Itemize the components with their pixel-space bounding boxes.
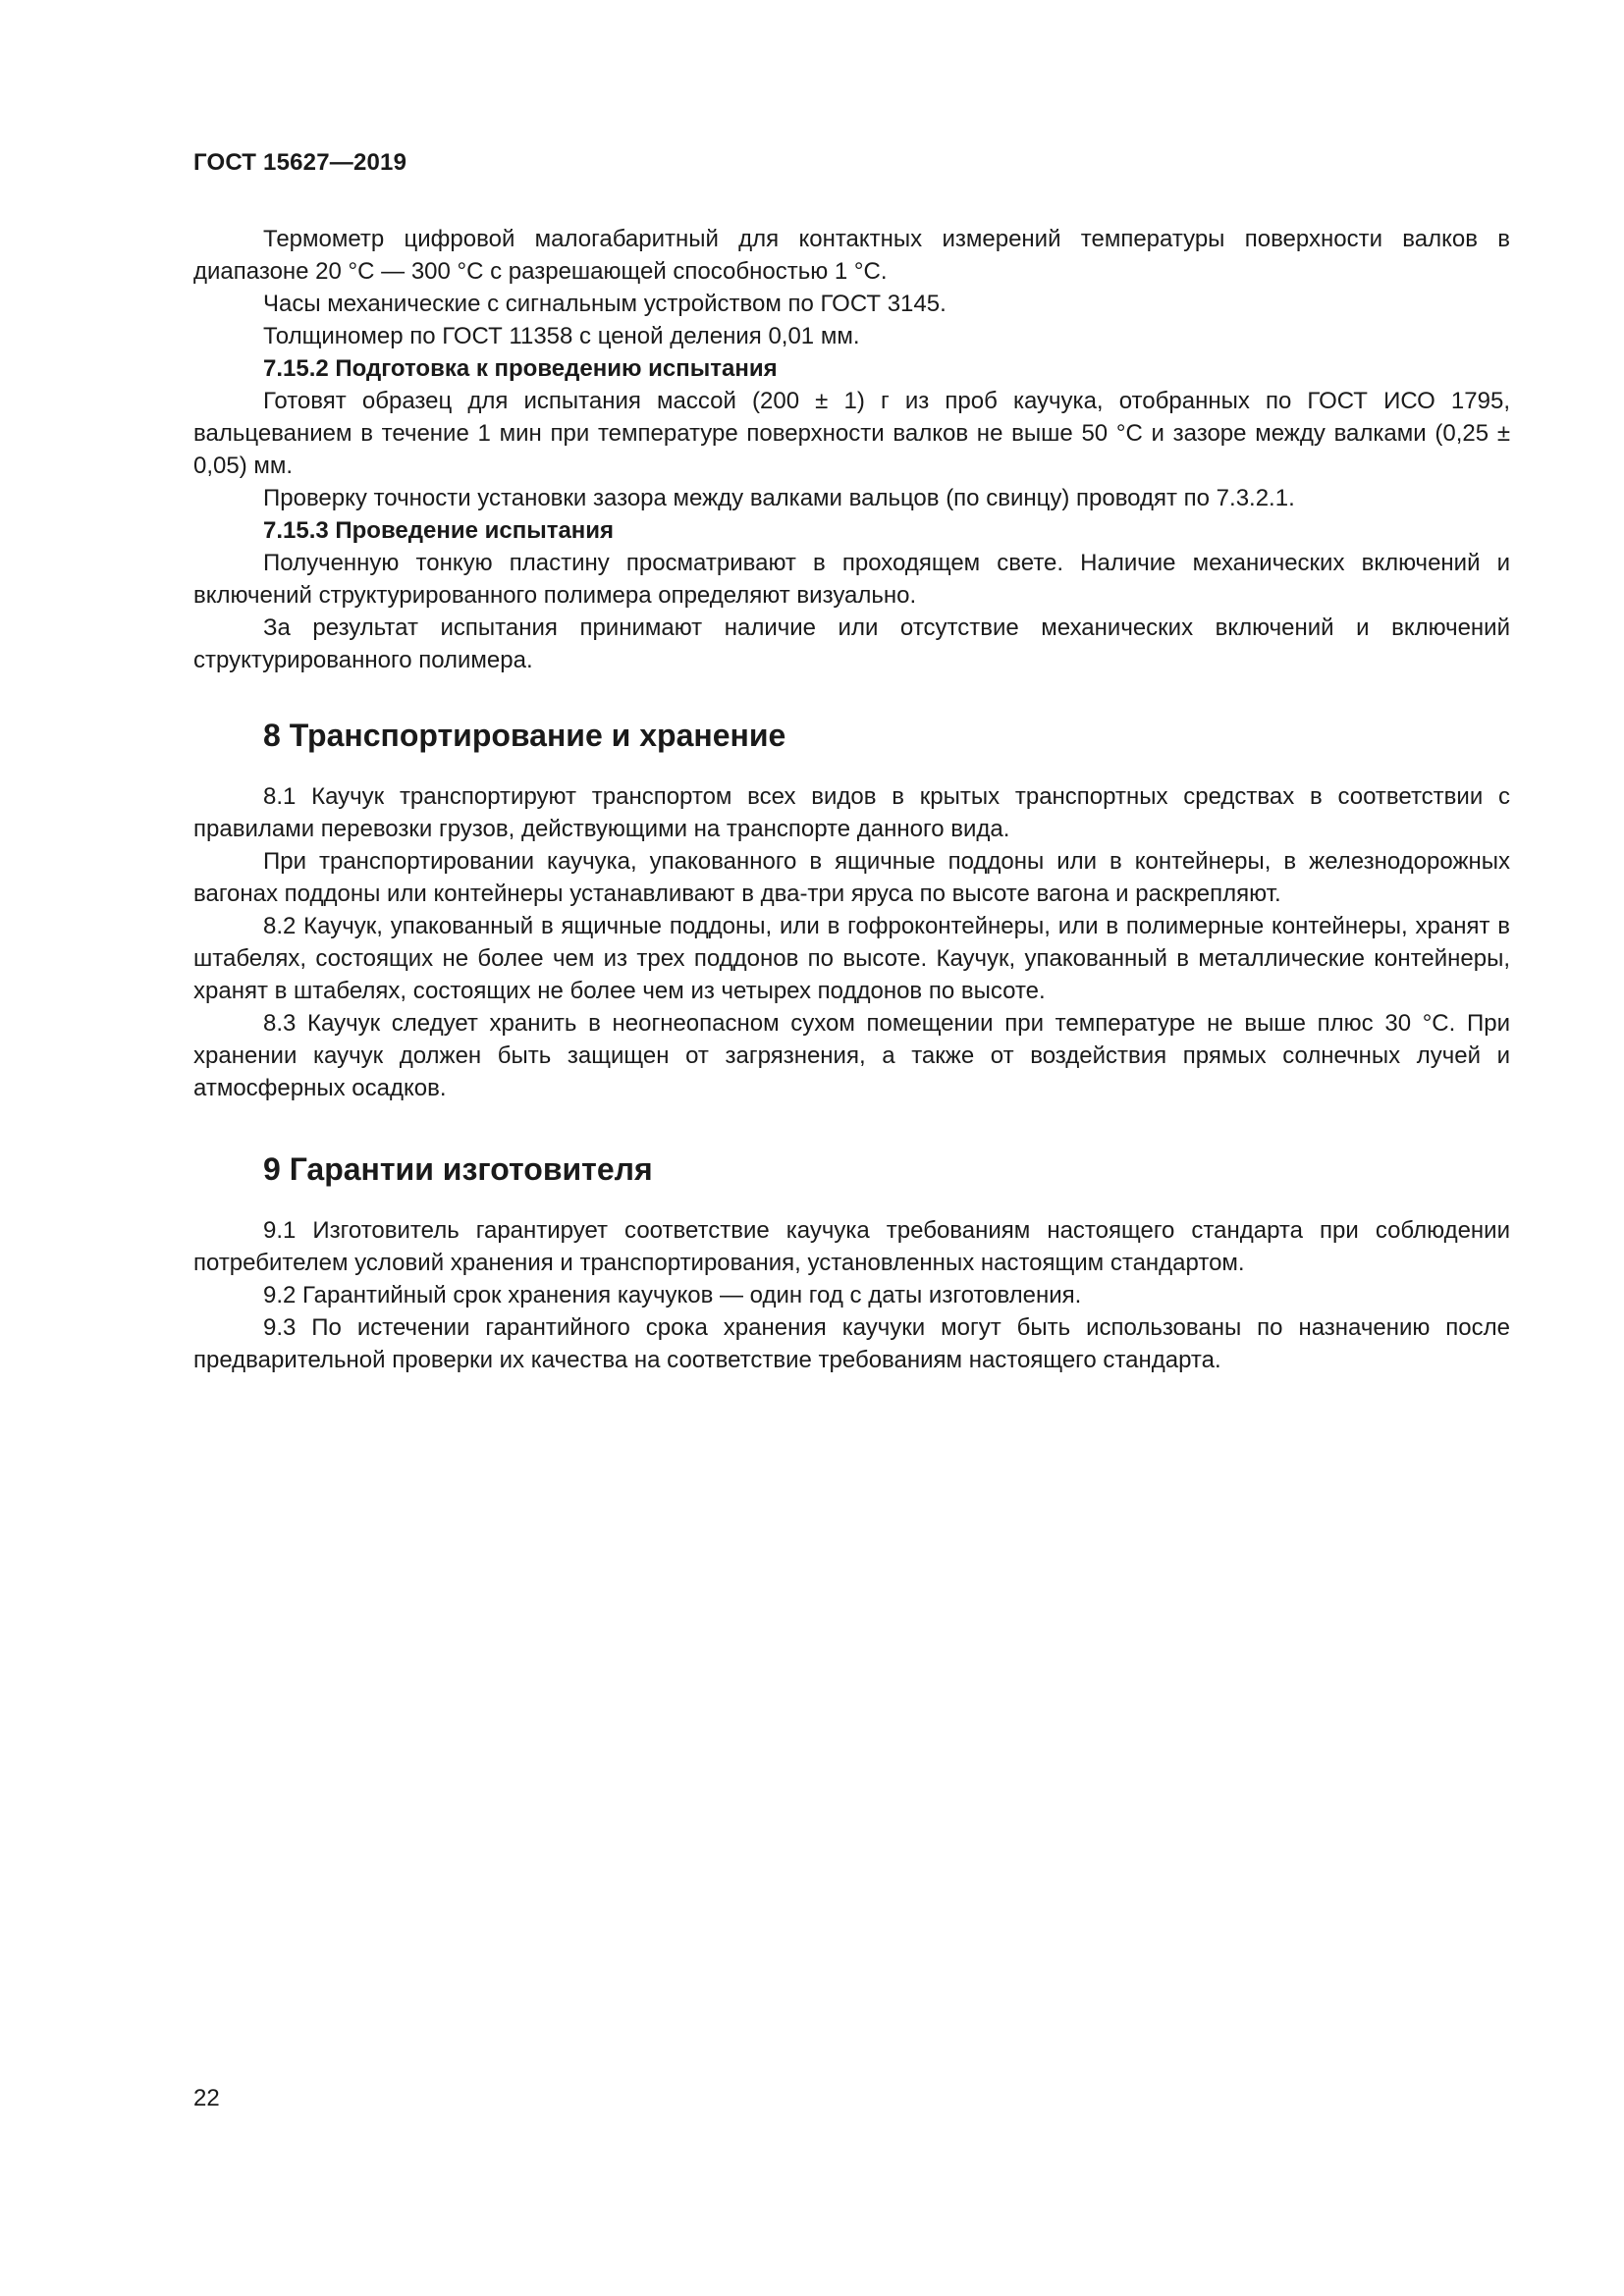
- paragraph-8-2: 8.2 Каучук, упакованный в ящичные поддоны, или в гофроконтейнеры, или в полимерные контейнеры, хранят в штабелях, состоящих не более чем из трех поддонов по высоте. Каучук, упакованный в металлические контейнеры, хранят в штабелях, состоящих не более чем из четырех поддонов по высоте.: [193, 913, 1510, 1004]
- equipment-thermometer: Термометр цифровой малогабаритный для контактных измерений температуры поверхности валков в диапазоне 20 °С — 300 °С с разрешающей способностью 1 °С.: [193, 226, 1510, 285]
- section-heading-9: 9 Гарантии изготовителя: [263, 1151, 653, 1187]
- paragraph-9-3: 9.3 По истечении гарантийного срока хранения каучуки могут быть использованы по назначению после предварительной проверки их качества на соответствие требованиям настоящего стандарта.: [193, 1314, 1510, 1373]
- paragraph-gap-check: Проверку точности установки зазора между валками вальцов (по свинцу) проводят по 7.3.2.1.: [263, 485, 1295, 511]
- standard-code-header: ГОСТ 15627—2019: [193, 149, 407, 176]
- paragraph-sample-preparation: Готовят образец для испытания массой (200 ± 1) г из проб каучука, отобранных по ГОСТ ИСО 1795, вальцеванием в течение 1 мин при температуре поверхности валков не выше 50 °С и зазоре между валками (0,25 ± 0,05) мм.: [193, 388, 1510, 479]
- page-content: [193, 223, 1510, 1376]
- subsection-heading-7-15-2: 7.15.2 Подготовка к проведению испытания: [263, 355, 778, 382]
- paragraph-9-2: 9.2 Гарантийный срок хранения каучуков — один год с даты изготовления.: [263, 1282, 1082, 1308]
- paragraph-8-1: 8.1 Каучук транспортируют транспортом всех видов в крытых транспортных средствах в соответствии с правилами перевозки грузов, действующими на транспорте данного вида.: [193, 783, 1510, 842]
- paragraph-8-1-rail: При транспортировании каучука, упакованного в ящичные поддоны или в контейнеры, в железнодорожных вагонах поддоны или контейнеры устанавливают в два-три яруса по высоте вагона и раскрепляют.: [193, 848, 1510, 907]
- subsection-heading-7-15-3: 7.15.3 Проведение испытания: [263, 517, 615, 544]
- equipment-thickness-gauge: Толщиномер по ГОСТ 11358 с ценой деления 0,01 мм.: [263, 323, 860, 349]
- paragraph-test-result: За результат испытания принимают наличие или отсутствие механических включений и включений структурированного полимера.: [193, 614, 1510, 673]
- paragraph-8-3: 8.3 Каучук следует хранить в неогнеопасном сухом помещении при температуре не выше плюс 30 °С. При хранении каучук должен быть защищен от загрязнения, а также от воздействия прямых солнечных лучей и атмосферных осадков.: [193, 1010, 1510, 1101]
- section-heading-8: 8 Транспортирование и хранение: [263, 718, 786, 753]
- paragraph-9-1: 9.1 Изготовитель гарантирует соответствие каучука требованиям настоящего стандарта при соблюдении потребителем условий хранения и транспортирования, установленных настоящим стандартом.: [193, 1217, 1510, 1276]
- equipment-clock: Часы механические с сигнальным устройством по ГОСТ 3145.: [263, 291, 947, 317]
- paragraph-visual-inspection: Полученную тонкую пластину просматривают в проходящем свете. Наличие механических включений и включений структурированного полимера определяют визуально.: [193, 550, 1510, 609]
- page-number: 22: [193, 2085, 220, 2111]
